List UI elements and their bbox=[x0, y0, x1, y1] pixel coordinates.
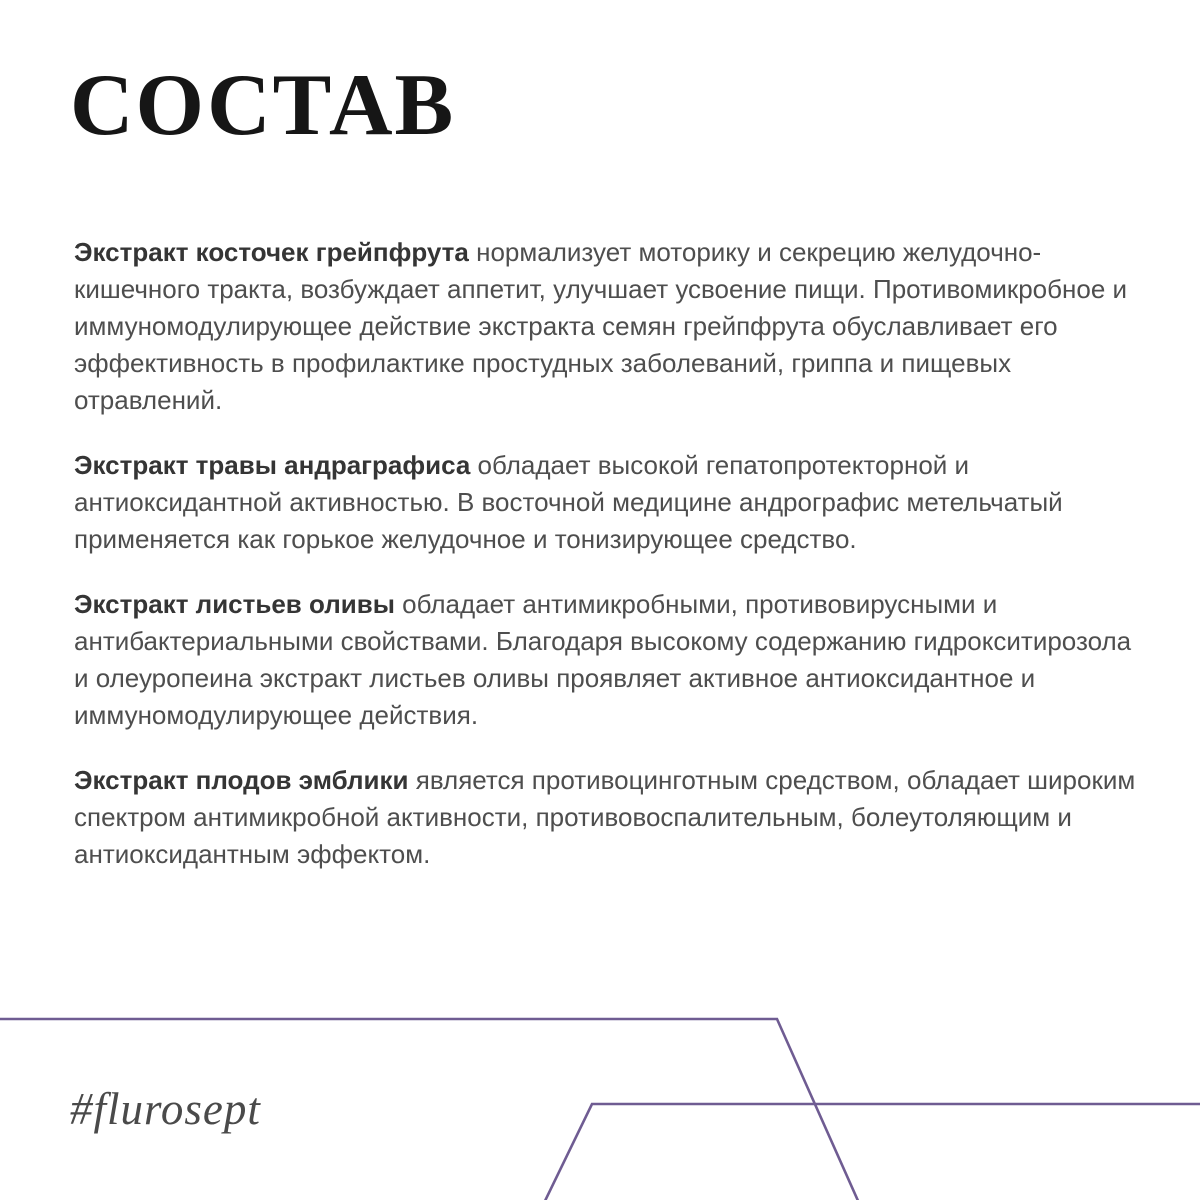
decorative-line-lower bbox=[544, 1104, 1200, 1200]
ingredient-name: Экстракт травы андраграфиса bbox=[74, 450, 471, 480]
ingredient-description: обладает высокой гепатопротекторной и антиоксидантной активностью. В восточной медицине андрографис метельчатый применяется как горькое желудочное и тонизирующее средство. bbox=[74, 450, 1063, 554]
ingredient-paragraph bbox=[74, 447, 1140, 558]
page-title: СОСТАВ bbox=[70, 57, 456, 154]
ingredient-paragraph bbox=[74, 586, 1140, 734]
brand-hashtag: #flurosept bbox=[70, 1084, 261, 1134]
ingredient-description: является противоцинготным средством, обладает широким спектром антимикробной активности, противовоспалительным, болеутоляющим и антиоксидантным эффектом. bbox=[74, 765, 1136, 869]
ingredient-name: Экстракт листьев оливы bbox=[74, 589, 395, 619]
ingredient-description: нормализует моторику и секрецию желудочно-кишечного тракта, возбуждает аппетит, улучшает усвоение пищи. Противомикробное и иммуномодулирующее действие экстракта семян грейпфрута обуславливает его эффективность в профилактике простудных заболеваний, гриппа и пищевых отравлений. bbox=[74, 237, 1128, 415]
ingredient-paragraph bbox=[74, 234, 1140, 419]
ingredients-list bbox=[74, 234, 1140, 873]
ingredient-description: обладает антимикробными, противовирусными и антибактериальными свойствами. Благодаря высокому содержанию гидрокситирозола и олеуропеина экстракт листьев оливы проявляет активное антиоксидантное и иммуномодулирующее действия. bbox=[74, 589, 1132, 730]
ingredient-name: Экстракт косточек грейпфрута bbox=[74, 237, 469, 267]
ingredient-name: Экстракт плодов эмблики bbox=[74, 765, 409, 795]
ingredient-paragraph bbox=[74, 762, 1140, 873]
